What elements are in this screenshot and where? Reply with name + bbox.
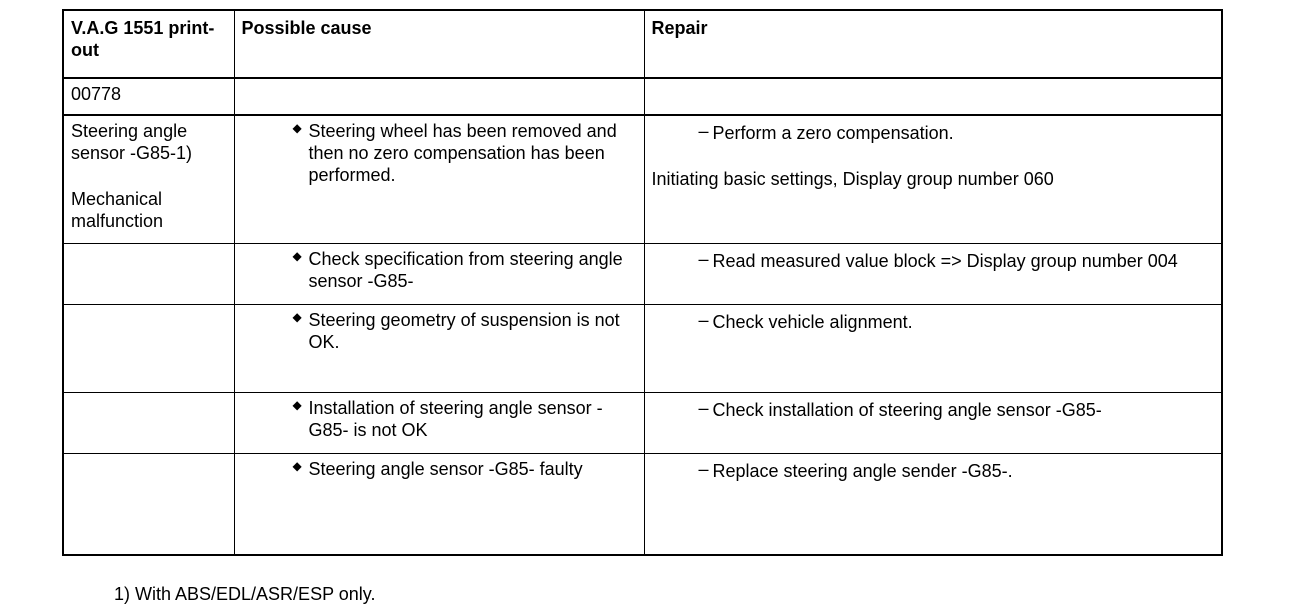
repair-item <box>652 460 1216 482</box>
repair-cell <box>644 115 1222 244</box>
bullet-icon: ◆ <box>292 310 302 324</box>
table-row <box>63 244 1222 305</box>
repair-note: Initiating basic settings, Display group number 060 <box>651 169 1054 189</box>
repair-item <box>652 250 1216 272</box>
cause-item <box>242 120 638 186</box>
table-row <box>63 393 1222 454</box>
header-repair: Repair <box>644 10 1222 78</box>
repair-cell <box>644 305 1222 393</box>
table-row <box>63 305 1222 393</box>
table-row <box>63 454 1222 556</box>
fault-code: 00778 <box>63 78 234 115</box>
component-cell <box>63 115 234 244</box>
repair-cell <box>644 454 1222 556</box>
bullet-icon: ◆ <box>292 249 302 263</box>
cause-text: Steering wheel has been removed and then no zero compensation has been performed. <box>308 121 617 185</box>
cause-cell <box>234 305 644 393</box>
cause-item <box>242 309 638 353</box>
repair-text: Read measured value block => Display group number 004 <box>712 251 1178 271</box>
repair-cell <box>644 393 1222 454</box>
component-cell <box>63 454 234 556</box>
repair-text: Perform a zero compensation. <box>712 123 954 143</box>
bullet-icon: ◆ <box>292 398 302 412</box>
component-name: Steering angle sensor -G85-1) <box>71 121 193 163</box>
table-header-row <box>63 10 1222 78</box>
footnote: 1) With ABS/EDL/ASR/ESP only. <box>114 584 376 604</box>
header-possible-cause: Possible cause <box>234 10 644 78</box>
cause-cell <box>234 115 644 244</box>
header-printout: V.A.G 1551 print-out <box>63 10 234 78</box>
fault-code-row <box>63 78 1222 115</box>
cause-cell <box>234 393 644 454</box>
repair-item <box>652 311 1216 333</box>
dash-icon: – <box>698 459 709 479</box>
dash-icon: – <box>698 310 709 330</box>
cause-item <box>242 248 638 292</box>
dash-icon: – <box>698 398 709 418</box>
component-cell <box>63 305 234 393</box>
cause-item <box>242 458 638 480</box>
bullet-icon: ◆ <box>292 121 302 135</box>
cause-item <box>242 397 638 441</box>
repair-item <box>652 122 1216 144</box>
cause-text: Steering geometry of suspension is not OK. <box>308 310 620 352</box>
component-cell <box>63 244 234 305</box>
repair-text: Check installation of steering angle sensor -G85- <box>712 400 1102 420</box>
bullet-icon: ◆ <box>292 459 302 473</box>
cause-text: Installation of steering angle sensor -G85- is not OK <box>308 398 603 440</box>
cause-text: Steering angle sensor -G85- faulty <box>308 459 583 479</box>
component-note: Mechanical malfunction <box>71 189 164 231</box>
repair-text: Replace steering angle sender -G85-. <box>712 461 1013 481</box>
dash-icon: – <box>698 121 709 141</box>
empty-cell <box>234 78 644 115</box>
dash-icon: – <box>698 249 709 269</box>
repair-item <box>652 399 1216 421</box>
table-row <box>63 115 1222 244</box>
cause-cell <box>234 454 644 556</box>
fault-table <box>62 9 1223 556</box>
empty-cell <box>644 78 1222 115</box>
repair-cell <box>644 244 1222 305</box>
cause-cell <box>234 244 644 305</box>
component-cell <box>63 393 234 454</box>
repair-text: Check vehicle alignment. <box>712 312 913 332</box>
cause-text: Check specification from steering angle sensor -G85- <box>308 249 623 291</box>
